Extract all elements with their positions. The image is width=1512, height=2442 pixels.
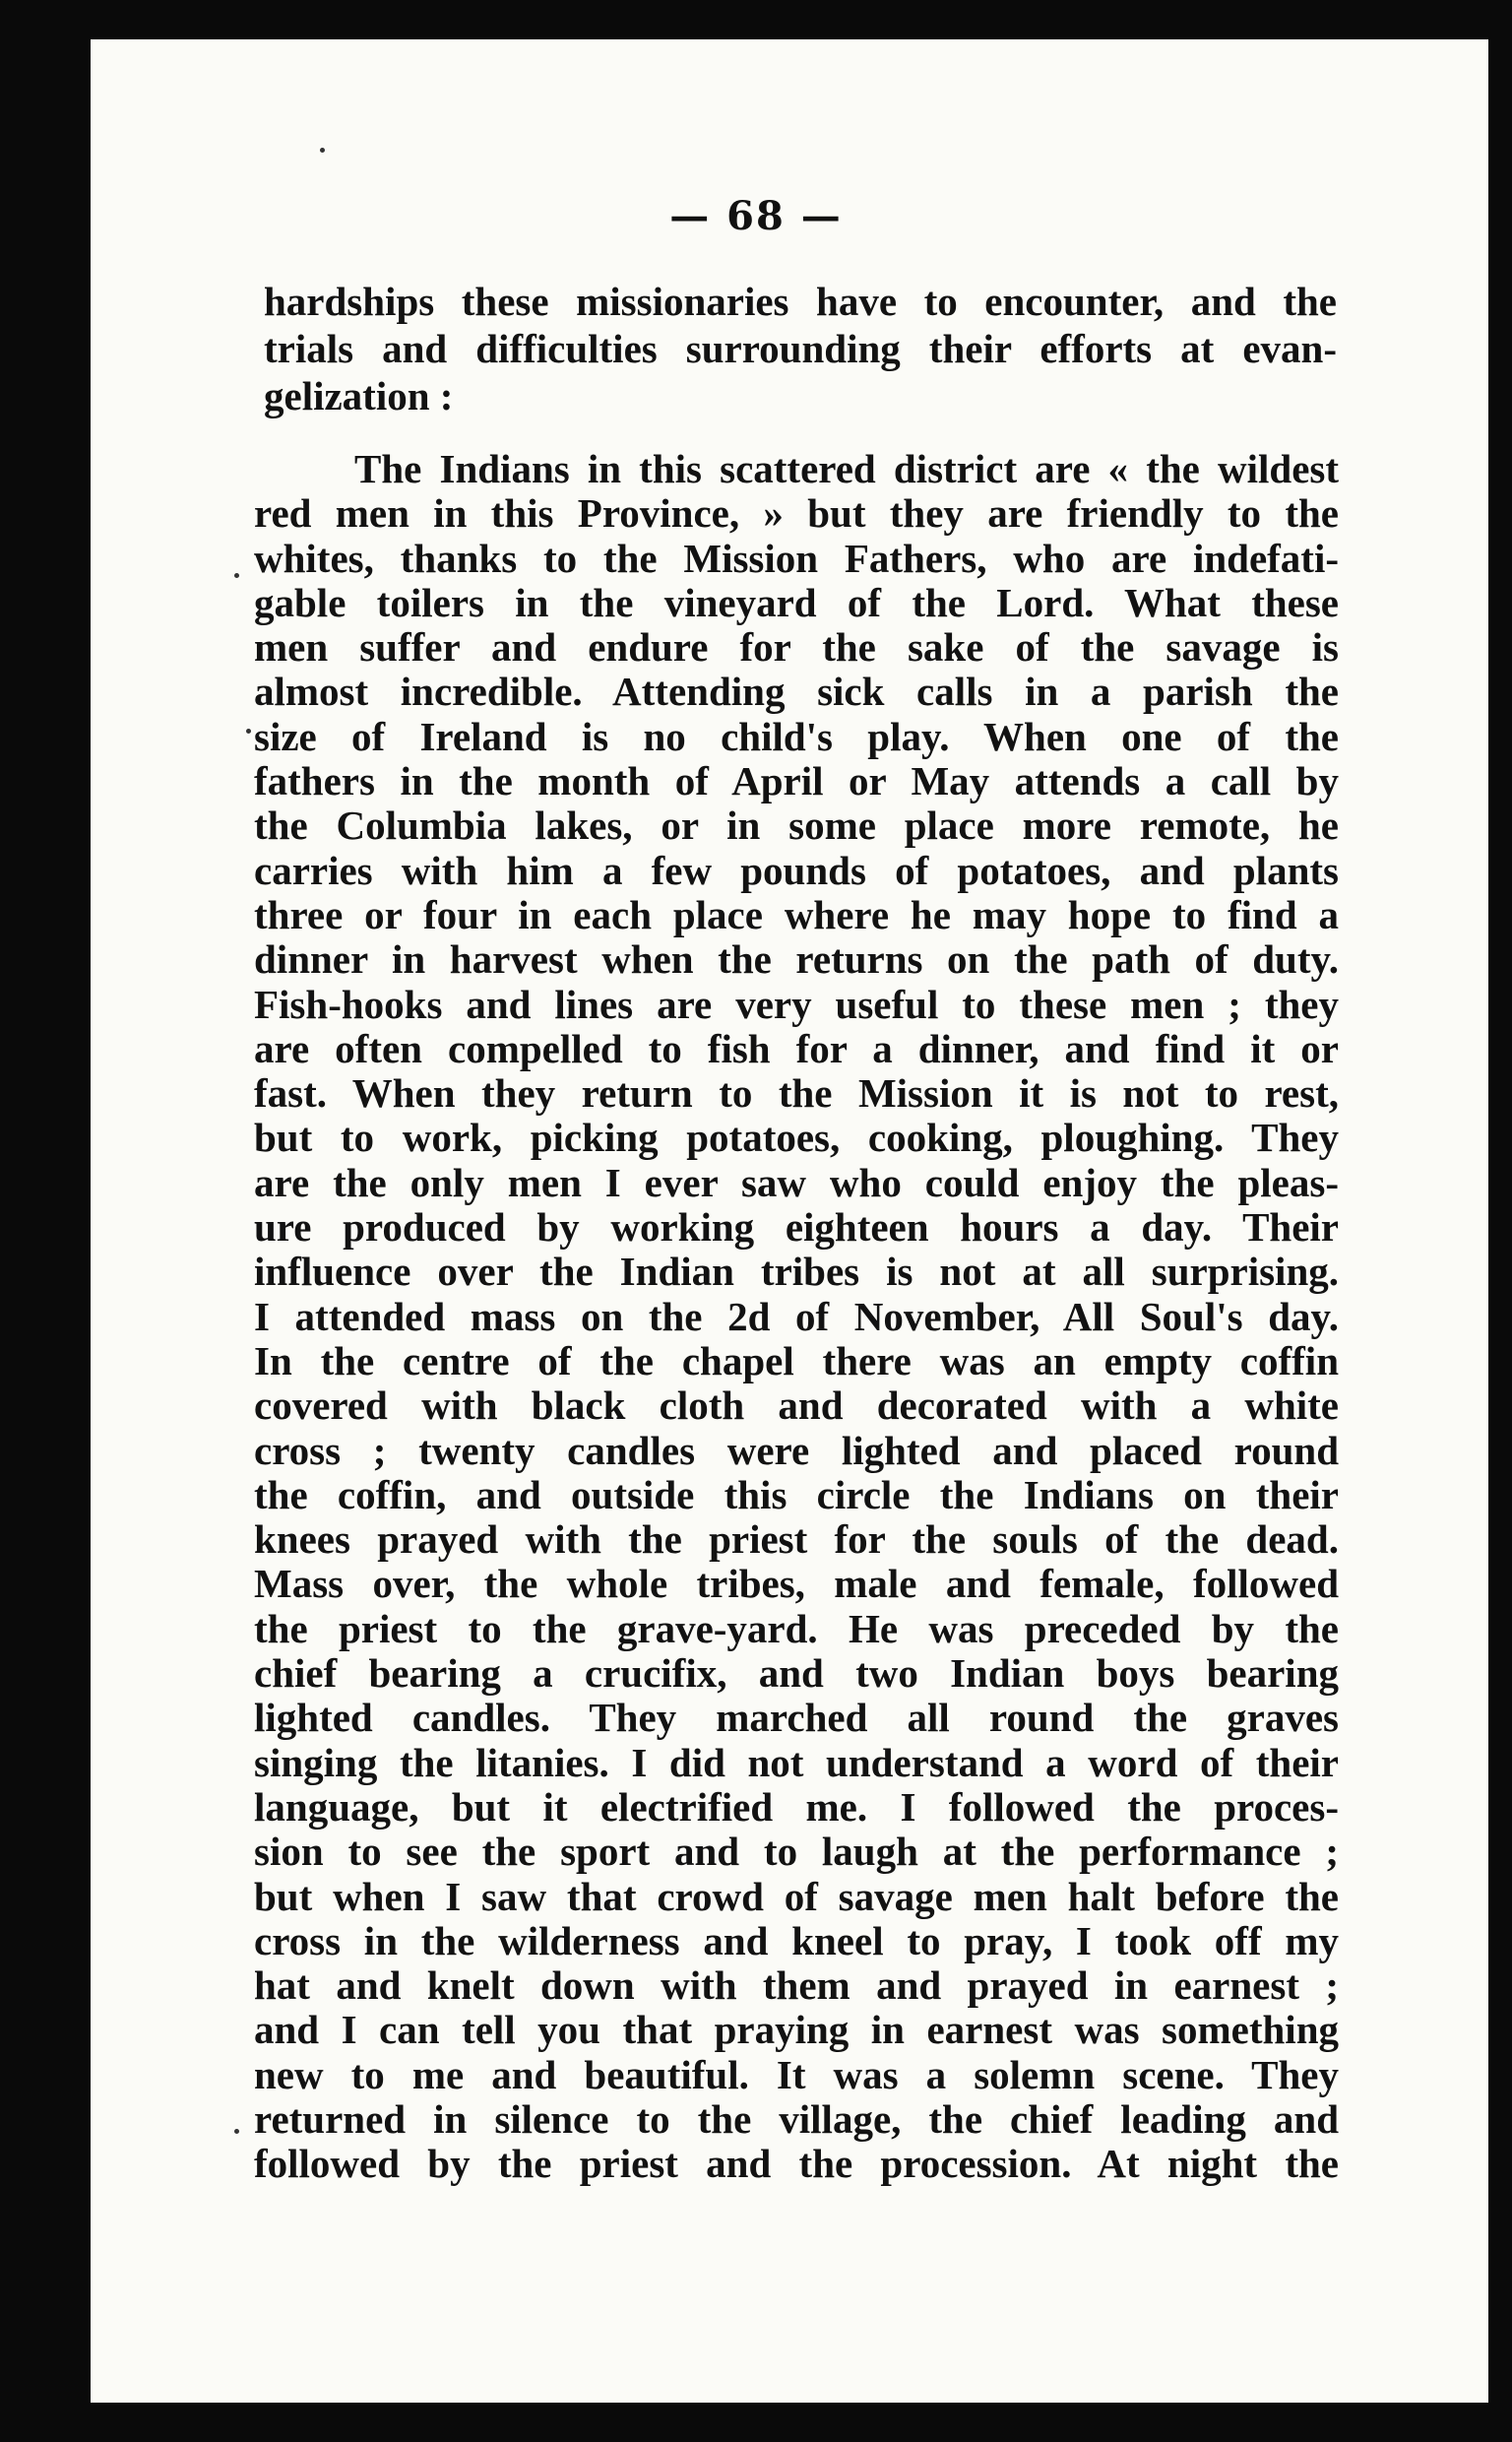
text-line: The Indians in this scattered district are « the wildest bbox=[354, 447, 1339, 491]
text-line: new to me and beautiful. It was a solemn scene. They bbox=[254, 2052, 1339, 2097]
intro-text bbox=[264, 278, 1337, 419]
text-line: knees prayed with the priest for the souls of the dead. bbox=[254, 1517, 1339, 1563]
text-line: almost incredible. Attending sick calls in a parish the bbox=[254, 670, 1339, 715]
text-line: I attended mass on the 2d of November, All Soul's day. bbox=[254, 1294, 1339, 1339]
text-line: red men in this Province, » but they are friendly to the bbox=[254, 491, 1339, 537]
text-line: lighted candles. They marched all round the graves bbox=[254, 1696, 1339, 1741]
text-line: followed by the priest and the procession. At night the bbox=[254, 2142, 1339, 2187]
text-line: chief bearing a crucifix, and two Indian boys bearing bbox=[254, 1651, 1339, 1697]
text-line: gable toilers in the vineyard of the Lord. What these bbox=[254, 580, 1339, 625]
text-line: influence over the Indian tribes is not at all surprising. bbox=[254, 1250, 1339, 1295]
text-line: three or four in each place where he may hope to find a bbox=[254, 892, 1339, 937]
ink-speck bbox=[246, 729, 251, 734]
scan-border-bottom bbox=[0, 2403, 1512, 2442]
text-line: In the centre of the chapel there was an empty coffin bbox=[254, 1338, 1339, 1383]
text-line: hardships these missionaries have to encounter, and the bbox=[264, 279, 1337, 324]
text-line: but when I saw that crowd of savage men halt before the bbox=[254, 1874, 1339, 1919]
text-line: carries with him a few pounds of potatoes, and plants bbox=[254, 848, 1339, 893]
text-line: fathers in the month of April or May attends a call by bbox=[254, 759, 1339, 804]
text-line: dinner in harvest when the returns on the path of duty. bbox=[254, 937, 1339, 983]
text-line: gelization : bbox=[264, 373, 454, 418]
text-line: language, but it electrified me. I followed the proces- bbox=[254, 1784, 1339, 1830]
text-line: are the only men I ever saw who could enjoy the pleas- bbox=[254, 1160, 1339, 1205]
scan-border-right bbox=[1488, 0, 1512, 2442]
text-line: and I can tell you that praying in earnest was something bbox=[254, 2008, 1339, 2053]
text-line: trials and difficulties surrounding their efforts at evan- bbox=[264, 326, 1337, 371]
body-paragraph bbox=[254, 447, 1339, 2187]
ink-speck bbox=[234, 2129, 239, 2134]
scan-border-left bbox=[0, 0, 91, 2442]
text-line: fast. When they return to the Mission it is not to rest, bbox=[254, 1071, 1339, 1117]
scan-border-top bbox=[0, 0, 1512, 39]
ink-speck bbox=[320, 148, 325, 153]
text-line: but to work, picking potatoes, cooking, ploughing. They bbox=[254, 1116, 1339, 1161]
text-line: covered with black cloth and decorated with a white bbox=[254, 1383, 1339, 1429]
text-line: are often compelled to fish for a dinner, and find it or bbox=[254, 1026, 1339, 1071]
text-line: whites, thanks to the Mission Fathers, who are indefati- bbox=[254, 536, 1339, 581]
ink-speck bbox=[234, 573, 239, 578]
text-line: men suffer and endure for the sake of the savage is bbox=[254, 625, 1339, 671]
text-line: cross in the wilderness and kneel to pray, I took off my bbox=[254, 1918, 1339, 1963]
text-line: singing the litanies. I did not understand a word of their bbox=[254, 1740, 1339, 1785]
text-line: Mass over, the whole tribes, male and female, followed bbox=[254, 1562, 1339, 1607]
text-line: the Columbia lakes, or in some place more remote, he bbox=[254, 803, 1339, 849]
text-line: sion to see the sport and to laugh at the performance ; bbox=[254, 1830, 1339, 1875]
text-line: size of Ireland is no child's play. When one of the bbox=[254, 714, 1339, 759]
text-line: returned in silence to the village, the chief leading and bbox=[254, 2096, 1339, 2142]
text-line: the priest to the grave-yard. He was preceded by the bbox=[254, 1606, 1339, 1651]
text-line: Fish-hooks and lines are very useful to these men ; they bbox=[254, 982, 1339, 1027]
text-line: the coffin, and outside this circle the Indians on their bbox=[254, 1472, 1339, 1517]
text-line: hat and knelt down with them and prayed in earnest ; bbox=[254, 1963, 1339, 2009]
text-line: ure produced by working eighteen hours a day. Their bbox=[254, 1205, 1339, 1251]
text-line: cross ; twenty candles were lighted and placed round bbox=[254, 1428, 1339, 1473]
page-number: — 68 — bbox=[669, 193, 843, 239]
